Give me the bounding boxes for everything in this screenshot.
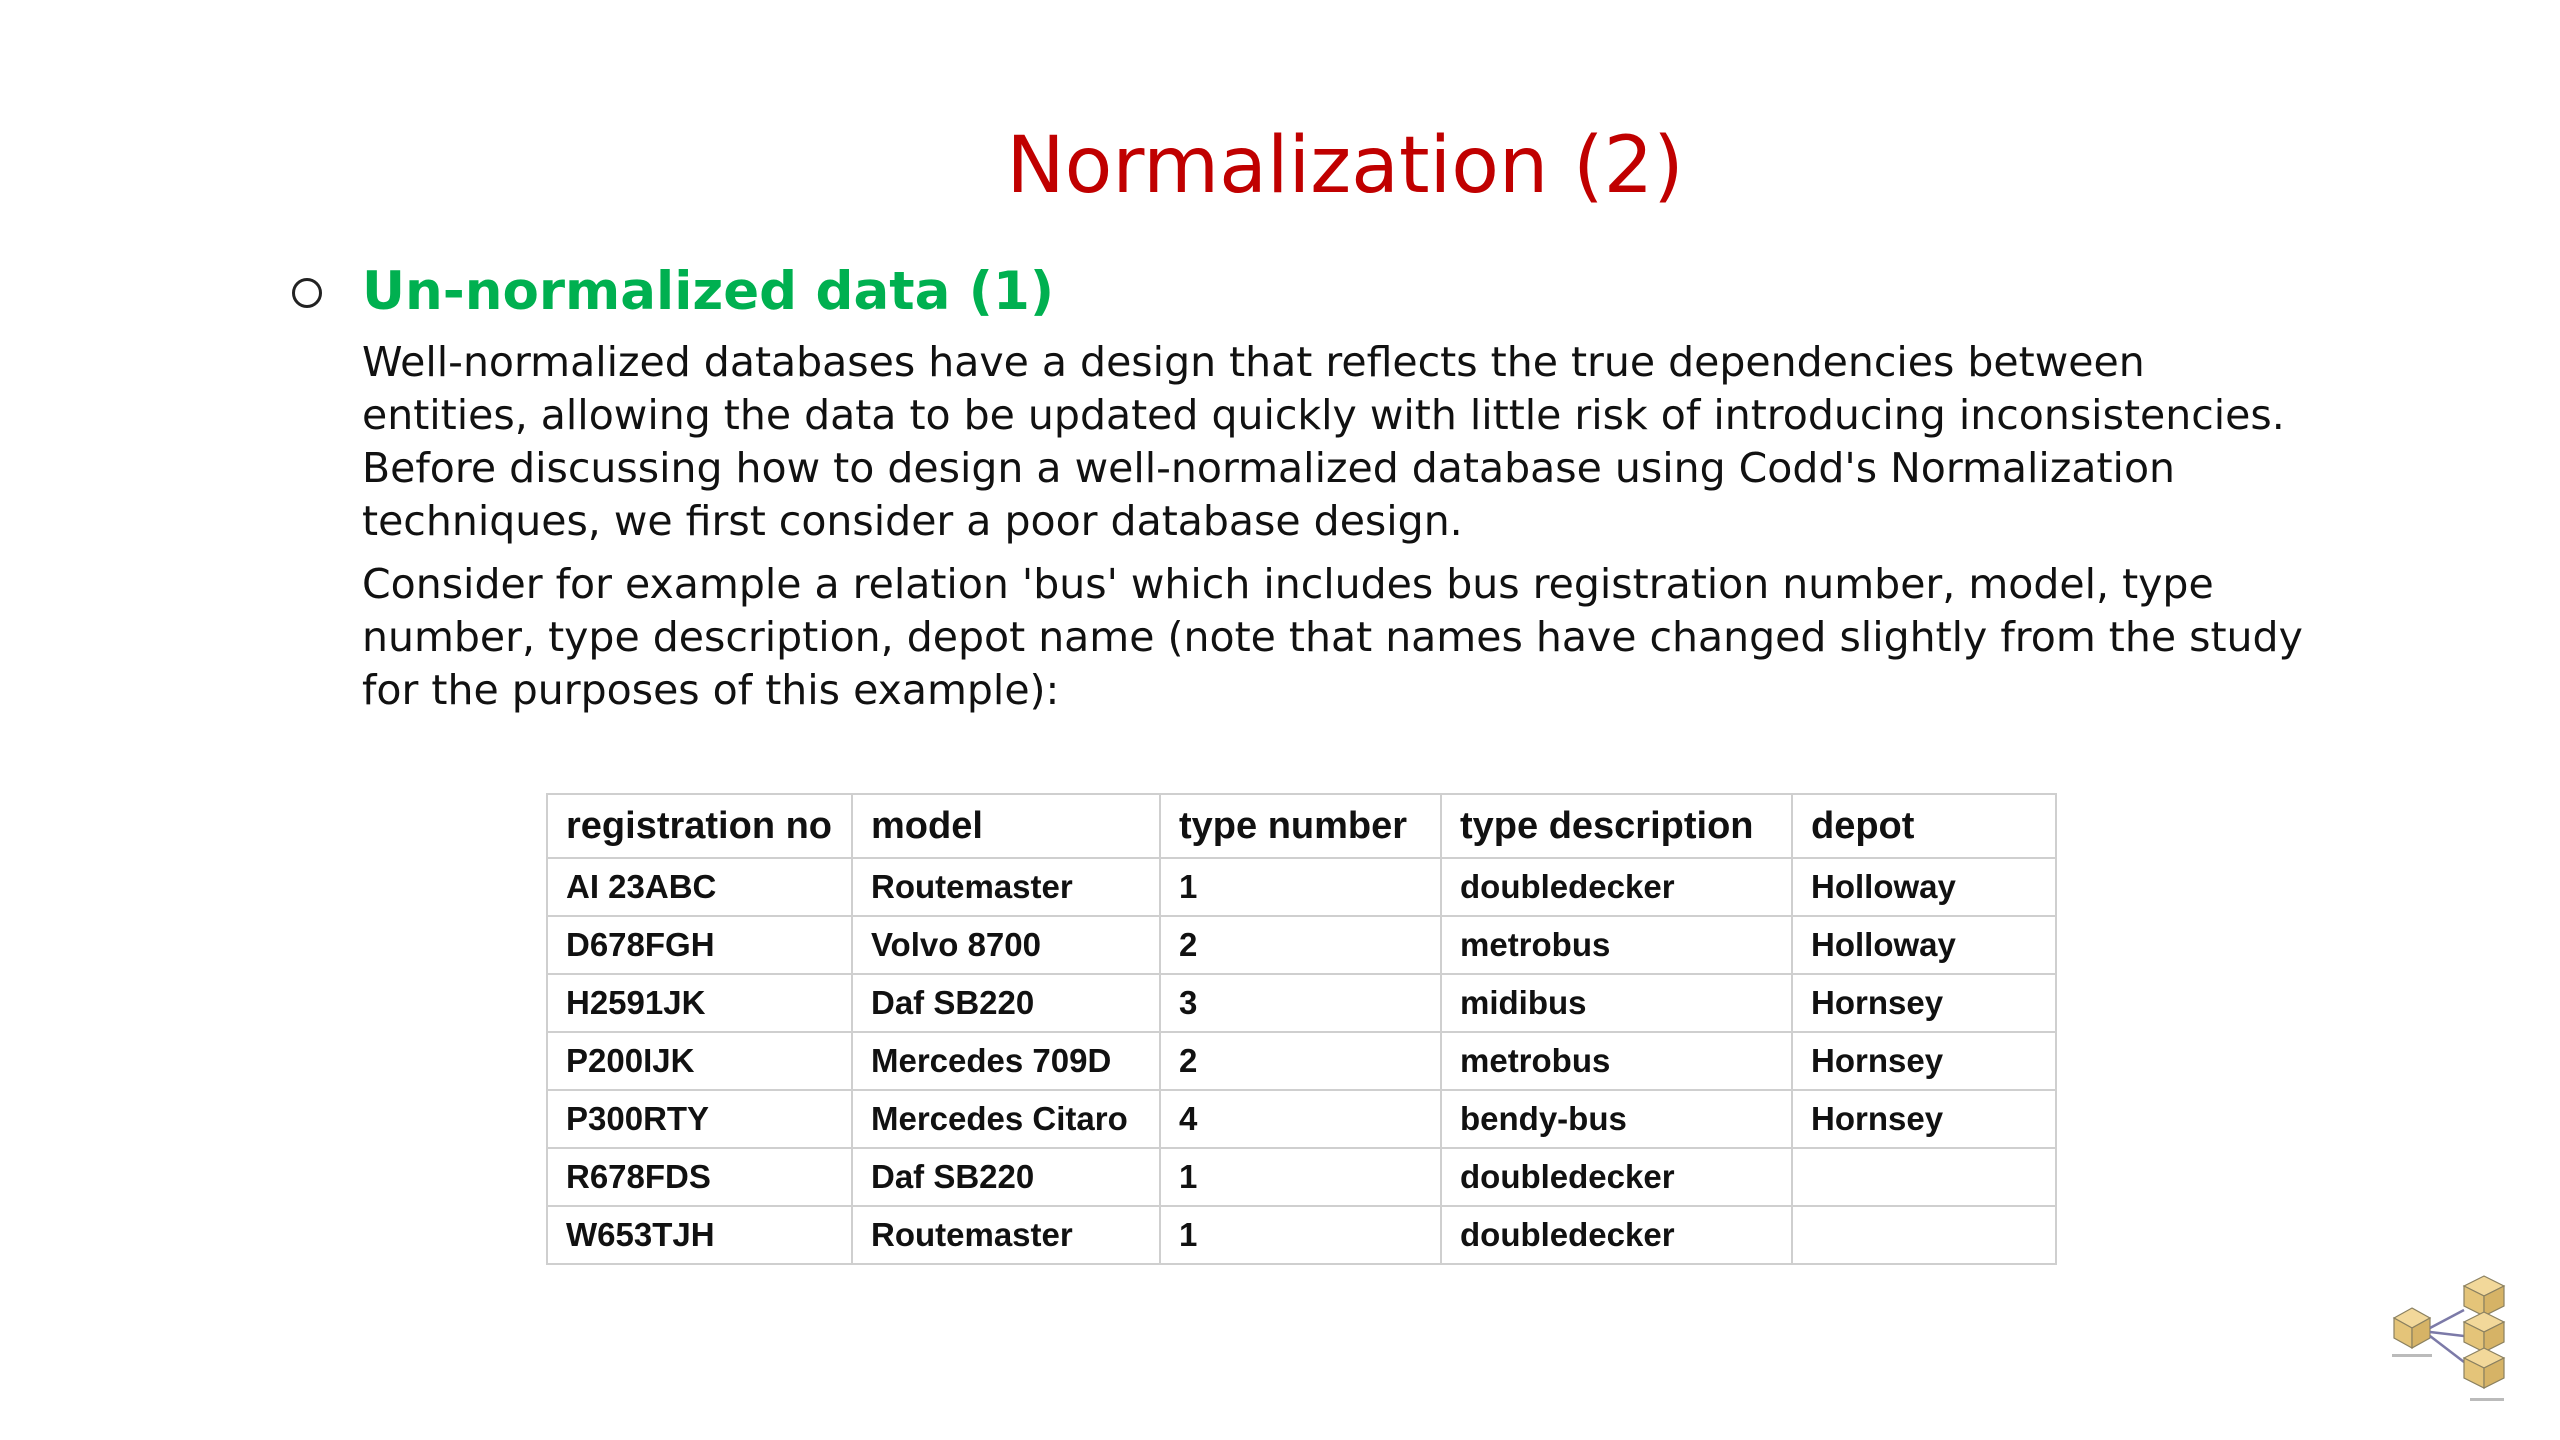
table-cell [1792, 1148, 2056, 1206]
table-cell: W653TJH [547, 1206, 852, 1264]
table-cell: Routemaster [852, 858, 1160, 916]
bus-relation-table [546, 793, 2057, 1265]
table-cell: Routemaster [852, 1206, 1160, 1264]
table-cell: midibus [1441, 974, 1792, 1032]
table-cell: 2 [1160, 916, 1441, 974]
table-row [547, 1090, 2056, 1148]
table-cell: 1 [1160, 1148, 1441, 1206]
header-type-description: type description [1441, 794, 1792, 858]
table-header-row [547, 794, 2056, 858]
table-cell: 1 [1160, 858, 1441, 916]
table-cell: metrobus [1441, 1032, 1792, 1090]
table-row [547, 916, 2056, 974]
table-cell: 3 [1160, 974, 1441, 1032]
table-cell: Hornsey [1792, 1032, 2056, 1090]
table-cell: Mercedes 709D [852, 1032, 1160, 1090]
table-cell: R678FDS [547, 1148, 852, 1206]
table-cell: doubledecker [1441, 1148, 1792, 1206]
table-row [547, 1148, 2056, 1206]
table-cell: D678FGH [547, 916, 852, 974]
bullet-circle-icon [292, 278, 322, 308]
paragraph-intro: Well-normalized databases have a design that reflects the true dependencies between entities, allowing the data to be updated quickly with little risk of introducing inconsistencies. Before discussing how to design a well-normalized database using Codd's Normalization techniques, we first consider a poor database design. [362, 338, 2285, 545]
table-cell: 4 [1160, 1090, 1441, 1148]
table-cell: 1 [1160, 1206, 1441, 1264]
table-cell: Volvo 8700 [852, 916, 1160, 974]
table-cell: metrobus [1441, 916, 1792, 974]
table-cell [1792, 1206, 2056, 1264]
table-cell: H2591JK [547, 974, 852, 1032]
table-cell: doubledecker [1441, 858, 1792, 916]
database-cubes-logo-icon [2388, 1270, 2528, 1410]
table-row [547, 974, 2056, 1032]
table-cell: bendy-bus [1441, 1090, 1792, 1148]
table-cell: Daf SB220 [852, 1148, 1160, 1206]
table-cell: doubledecker [1441, 1206, 1792, 1264]
header-model: model [852, 794, 1160, 858]
table-cell: 2 [1160, 1032, 1441, 1090]
header-depot: depot [1792, 794, 2056, 858]
table-cell: Mercedes Citaro [852, 1090, 1160, 1148]
table-cell: Hornsey [1792, 1090, 2056, 1148]
table-row [547, 858, 2056, 916]
table-row [547, 1206, 2056, 1264]
table-cell: P300RTY [547, 1090, 852, 1148]
section-heading: Un-normalized data (1) [362, 261, 1055, 322]
paragraph-example: Consider for example a relation 'bus' which includes bus registration number, model, type number, type description, depot name (note that names have changed slightly from the study for the purposes of this example): [362, 560, 2303, 714]
table-cell: Daf SB220 [852, 974, 1160, 1032]
table-cell: AI 23ABC [547, 858, 852, 916]
table-cell: Holloway [1792, 916, 2056, 974]
header-registration-no: registration no [547, 794, 852, 858]
header-type-number: type number [1160, 794, 1441, 858]
table-cell: Holloway [1792, 858, 2056, 916]
table-row [547, 1032, 2056, 1090]
table-cell: P200IJK [547, 1032, 852, 1090]
slide-title: Normalization (2) [1006, 121, 1684, 211]
table-cell: Hornsey [1792, 974, 2056, 1032]
